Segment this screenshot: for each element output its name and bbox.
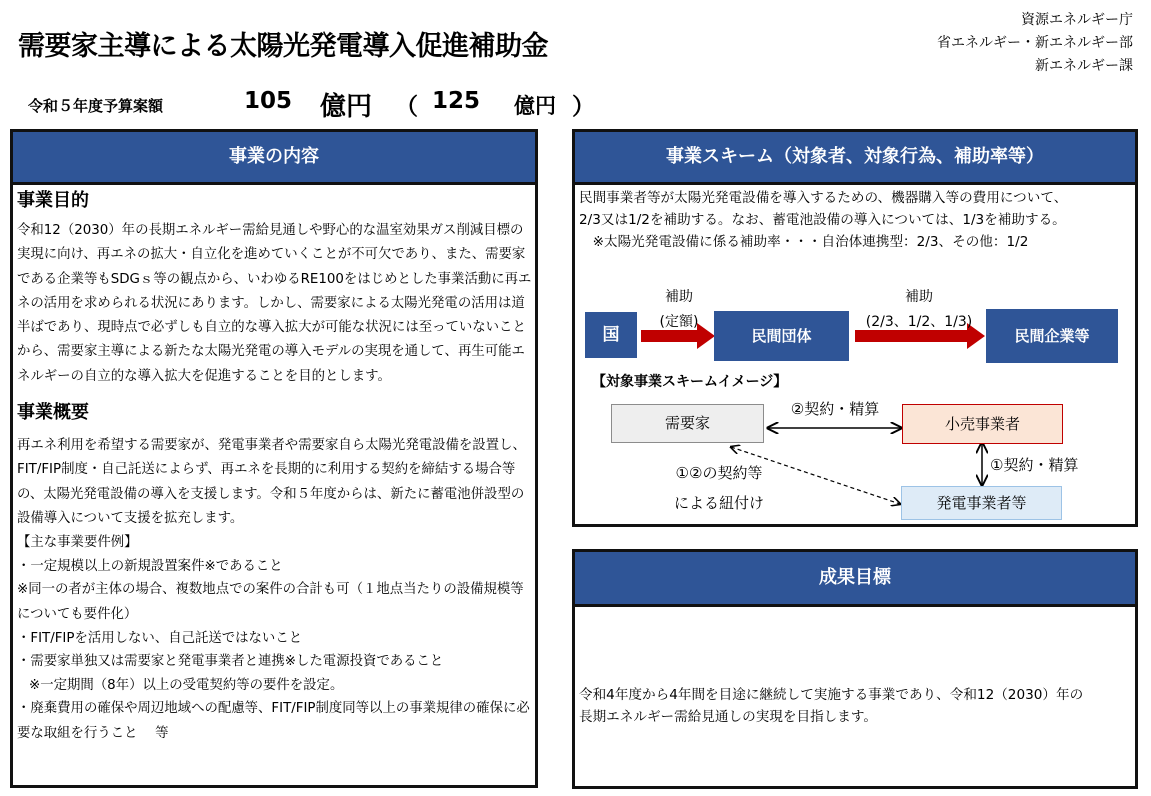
page-title: 需要家主導による太陽光発電導入促進補助金 xyxy=(18,31,548,62)
link-label-line1: ①②の契約等 xyxy=(675,464,763,482)
flow-node-government: 国 xyxy=(585,312,637,358)
consumer-box: 需要家 xyxy=(611,404,764,443)
budget-prev-value: 125 xyxy=(432,88,481,114)
budget-open-paren: （ xyxy=(395,94,418,120)
agency-department: 省エネルギー・新エネルギー部 xyxy=(937,35,1133,51)
requirement-item: ・FIT/FIPを活用しない、自己託送ではないこと xyxy=(17,630,303,646)
agency-division: 新エネルギー課 xyxy=(1035,58,1133,74)
budget-close-paren: ） xyxy=(572,94,595,120)
requirement-item: ・廃棄費用の確保や周辺地域への配慮等、FIT/FIP制度同等以上の事業規律の確保に必要な取組を行うこと 等 xyxy=(17,701,530,741)
requirements-title: 【主な事業要件例】 xyxy=(17,535,138,551)
flow-node-private-company: 民間企業等 xyxy=(986,309,1118,363)
agency-name: 資源エネルギー庁 xyxy=(1021,12,1133,28)
flow-arrow-2-label: 補助 xyxy=(905,289,933,305)
result-text-line: 長期エネルギー需給見通しの実現を目指します。 xyxy=(579,709,877,725)
overview-text: 再エネ利用を希望する需要家が、発電事業者や需要家自ら太陽光発電設備を設置し、FIT/FIP制度・自己託送によらず、再エネを長期的に利用する契約を締結する場合等の、太陽光発電設備の導入を支援します。令和５年度からは、新たに蓄電池併設型の設備導入について支援を拡充します。 xyxy=(17,438,526,526)
retailer-box: 小売事業者 xyxy=(902,404,1063,444)
contract1-label: ①契約・精算 xyxy=(990,456,1079,474)
requirement-note: ※同一の者が主体の場合、複数地点での案件の合計も可（１地点当たりの設備規模等についても要件化） xyxy=(17,582,524,622)
scheme-panel-heading: 事業スキーム（対象者、対象行為、補助率等） xyxy=(575,132,1135,185)
requirement-item: ・需要家単独又は需要家と発電事業者と連携※した電源投資であること xyxy=(17,654,444,670)
overview-title: 事業概要 xyxy=(17,402,89,424)
content-panel-body xyxy=(13,185,535,785)
budget-prev-unit: 億円 xyxy=(514,94,556,118)
flow-node-private-org: 民間団体 xyxy=(714,311,849,361)
flow-arrow-2-sublabel: (2/3、1/2、1/3) xyxy=(865,314,973,330)
flow-arrow-1-sublabel: (定額) xyxy=(659,314,699,330)
result-panel xyxy=(572,549,1138,789)
scheme-description-line: 民間事業者等が太陽光発電設備を導入するための、機器購入等の費用について、 xyxy=(579,190,1068,206)
link-label-line2: による紐付け xyxy=(673,494,764,512)
budget-label: 令和５年度予算案額 xyxy=(28,97,164,115)
result-panel-heading: 成果目標 xyxy=(575,552,1135,607)
generator-box: 発電事業者等 xyxy=(901,486,1062,520)
contract2-label: ②契約・精算 xyxy=(790,400,880,418)
scheme-panel-body xyxy=(575,185,1135,524)
requirement-item: ・一定規模以上の新規設置案件※であること xyxy=(17,558,283,574)
budget-value: 105 xyxy=(244,88,293,114)
scheme-image-title: 【対象事業スキームイメージ】 xyxy=(592,374,788,390)
result-text xyxy=(579,684,1133,728)
purpose-title: 事業目的 xyxy=(17,190,89,211)
result-panel-body xyxy=(575,607,1135,786)
flow-arrow-1-label: 補助 xyxy=(665,289,693,305)
content-panel-heading: 事業の内容 xyxy=(13,132,535,185)
scheme-panel xyxy=(572,129,1138,527)
scheme-description-line: ※太陽光発電設備に係る補助率・・・自治体連携型：2/3、その他：1/2 xyxy=(579,234,1029,250)
requirement-note: ※一定期間（8年）以上の受電契約等の要件を設定。 xyxy=(29,677,344,693)
scheme-description-line: 2/3又は1/2を補助する。なお、蓄電池設備の導入については、1/3を補助する。 xyxy=(579,212,1066,228)
content-panel xyxy=(10,129,538,788)
result-text-line: 令和4年度から4年間を目途に継続して実施する事業であり、令和12（2030）年の xyxy=(579,687,1084,703)
purpose-text: 令和12（2030）年の長期エネルギー需給見通しや野心的な温室効果ガス削減目標の実現に向け、再エネの拡大・自立化を進めていくことが不可欠であり、また、需要家である企業等もSDGｓ等の観点から、いわゆるRE100をはじめとした事業活動に再エネの活用を求められる状況にあります。しかし、需要家による太陽光発電の活用は道半ばであり、現時点で必ずしも自立的な導入拡大が可能な状況には至っていないことから、需要家主導による新たな太陽光発電の導入モデルの実現を通して、再生可能エネルギーの自立的な導入拡大を促進することを目的とします。 xyxy=(17,223,532,384)
budget-unit: 億円 xyxy=(320,92,373,122)
